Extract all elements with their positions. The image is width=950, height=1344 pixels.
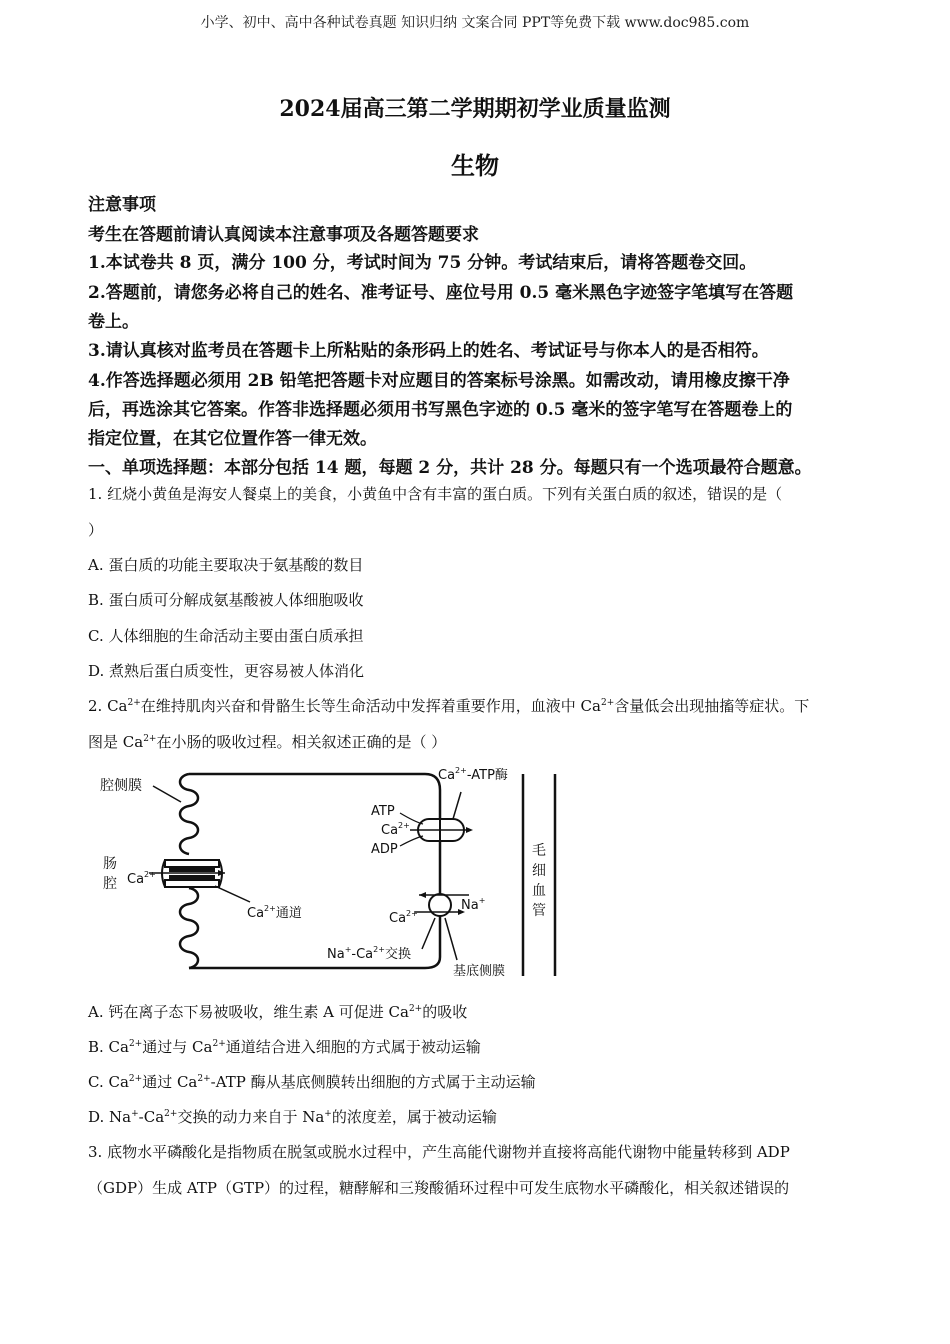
q2-stem-line1: 2. $Ca^{2+}$在维持肌肉兴奋和骨骼生长等生命活动中发挥着重要作用，血液中 $Ca^{2+}$含量低会出现抽搐等症状。下 [88,697,810,715]
q3-stem-line1: 3. 底物水平磷酸化是指物质在脱氢或脱水过程中，产生高能代谢物并直接将高能代谢物中能量转移到 ADP [88,1143,790,1161]
label-lumen-membrane: 腔侧膜 [100,778,142,794]
notice-line: 后，再选涂其它答案。作答非选择题必须用书写黑色字迹的 0.5 毫米的签字笔写在答题卷上的 [88,400,793,420]
notice-line: 指定位置，在其它位置作答一律无效。 [88,429,377,449]
section-heading: 一、单项选择题：本部分包括 14 题，每题 2 分，共计 28 分。每题只有一个选项最符合题意。 [88,458,812,478]
ca-atpase [400,792,473,846]
label-adp: ADP [371,842,398,857]
notice-line: 卷上。 [88,312,139,332]
q2-stem-line2: 图是 $Ca^{2+}$在小肠的吸收过程。相关叙述正确的是（ ） [88,733,447,751]
notice-line: 考生在答题前请认真阅读本注意事项及各题答题要求 [88,225,479,245]
q1-option-a: A. 蛋白质的功能主要取决于氨基酸的数目 [88,556,364,574]
exam-title: 2024届高三第二学期期初学业质量监测 [279,96,671,122]
label-ca-lumen: $Ca^{2+}$ [127,870,156,887]
label-lumen-1: 肠 [103,856,117,872]
q2-option-d: D. $Na^+-Ca^{2+}$交换的动力来自于 Na+的浓度差，属于被动运输 [88,1108,497,1126]
q1-stem-end: ） [88,521,104,539]
label-capillary-3: 血 [532,883,546,899]
calcium-absorption-diagram [95,762,575,984]
label-capillary-1: 毛 [532,843,546,859]
label-basal-membrane: 基底侧膜 [453,964,506,979]
label-atp: ATP [371,804,395,819]
label-lumen-2: 腔 [103,876,117,892]
notice-heading: 注意事项 [88,195,156,215]
channel-pointer [215,886,250,902]
notice-line: 1.本试卷共 8 页，满分 100 分，考试时间为 75 分钟。考试结束后，请将答题卷交回。 [88,253,757,273]
q1-option-c: C. 人体细胞的生命活动主要由蛋白质承担 [88,627,364,645]
subject-title: 生物 [451,151,499,180]
label-ca-atpase: $Ca^{2+}$-ATP酶 [438,766,508,783]
lumen-membrane-pointer [153,786,181,802]
q1-option-d: D. 煮熟后蛋白质变性，更容易被人体消化 [88,662,365,680]
label-na: Na+ [461,896,486,913]
page-header: 小学、初中、高中各种试卷真题 知识归纳 文案合同 PPT等免费下载 www.doc985.com [200,15,750,31]
label-capillary-2: 细 [532,863,546,879]
ca-channel [149,860,225,887]
notice-line: 2.答题前，请您务必将自己的姓名、准考证号、座位号用 0.5 毫米黑色字迹签字笔填写在答题 [88,283,794,303]
notice-line: 4.作答选择题必须用 2B 铅笔把答题卡对应题目的答案标号涂黑。如需改动，请用橡皮擦干净 [88,371,790,391]
label-ca-channel: $Ca^{2+}$通道 [247,904,302,921]
q2-option-b: B. $Ca^{2+}$通过与 $Ca^{2+}$通道结合进入细胞的方式属于被动运输 [88,1038,481,1056]
notice-line: 3.请认真核对监考员在答题卡上所粘贴的条形码上的姓名、考试证号与你本人的是否相符。 [88,341,769,361]
q3-stem-line2: （GDP）生成 ATP（GTP）的过程，糖酵解和三羧酸循环过程中可发生底物水平磷酸化，相关叙述错误的 [88,1179,790,1197]
q1-option-b: B. 蛋白质可分解成氨基酸被人体细胞吸收 [88,591,364,609]
label-ca-exchanger: $Ca^{2+}$ [389,909,418,926]
label-capillary-4: 管 [532,903,546,919]
q1-stem: 1. 红烧小黄鱼是海安人餐桌上的美食，小黄鱼中含有丰富的蛋白质。下列有关蛋白质的叙述，错误的是（ [88,485,783,503]
q2-option-c: C. $Ca^{2+}$通过 $Ca^{2+}$-ATP 酶从基底侧膜转出细胞的方式属于主动运输 [88,1073,536,1091]
cell-membrane [189,774,440,968]
label-na-ca-exchange: $Na^+-Ca^{2+}$交换 [327,945,411,962]
label-ca-pump: $Ca^{2+}$ [381,821,410,838]
q2-option-a: A. 钙在离子态下易被吸收，维生素 A 可促进 $Ca^{2+}$的吸收 [88,1003,468,1021]
